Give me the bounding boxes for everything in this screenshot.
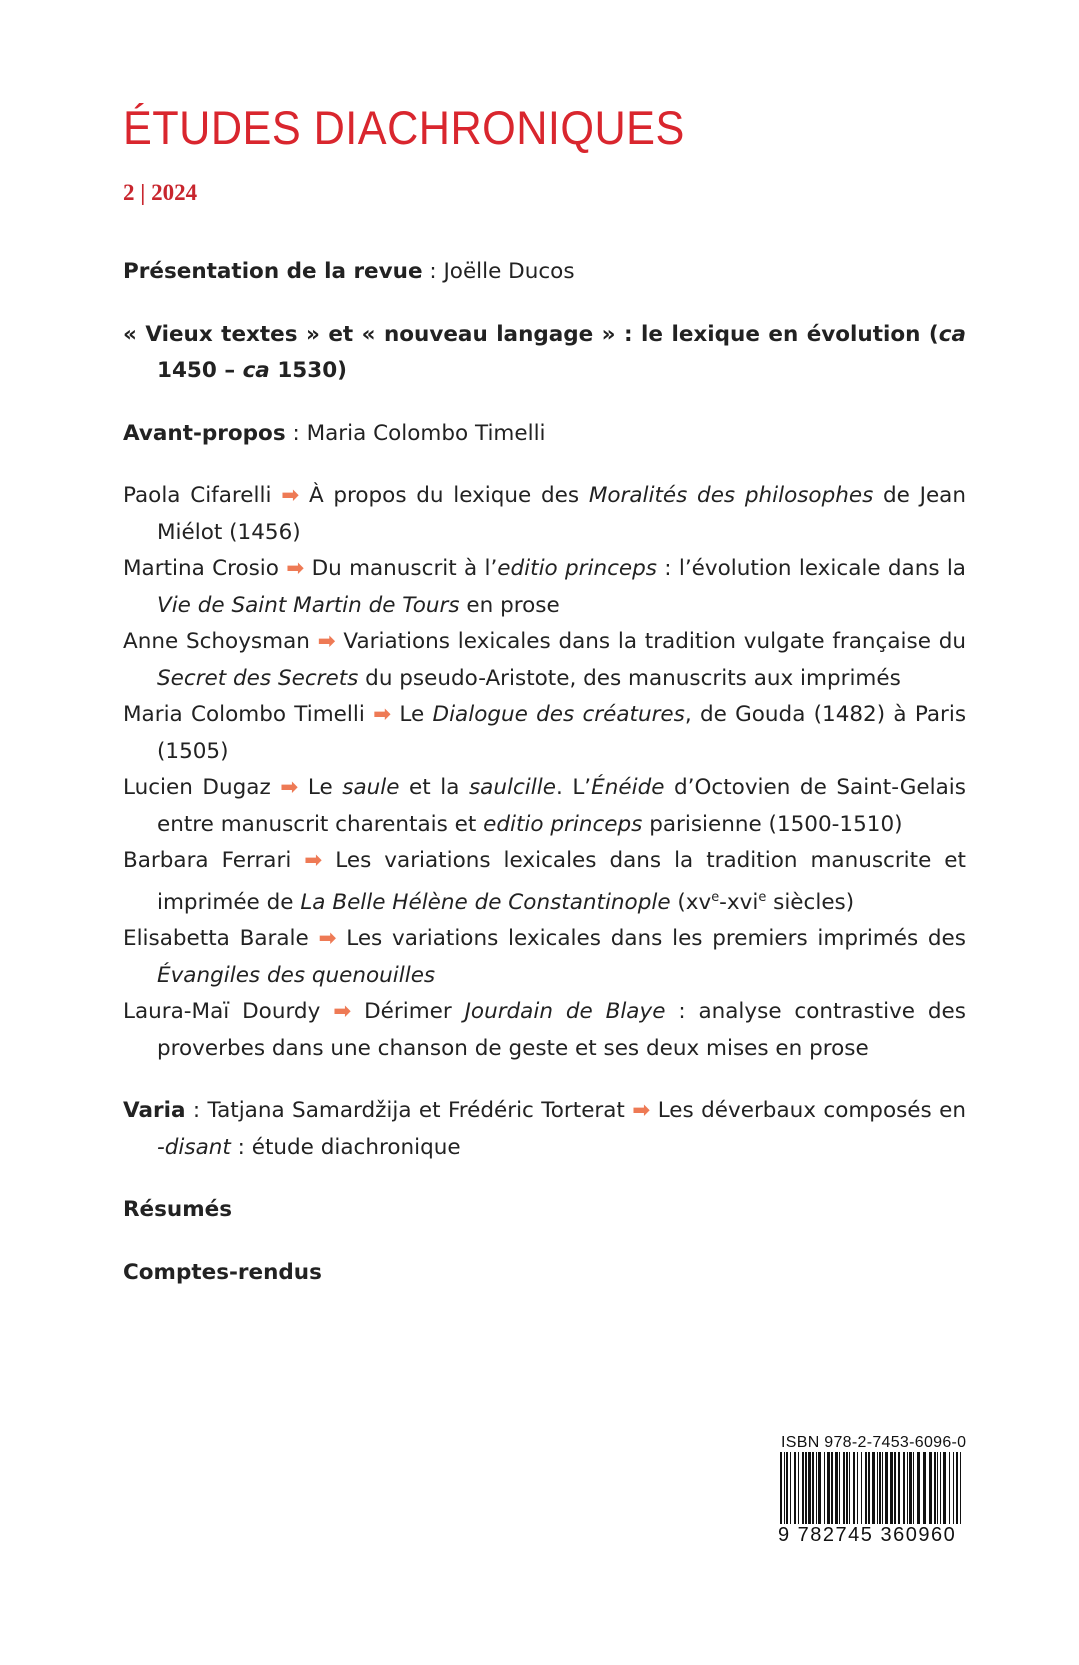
barcode-bar <box>934 1452 936 1524</box>
barcode-bar <box>894 1452 896 1524</box>
article-entry <box>123 478 966 551</box>
isbn-label: ISBN 978-2-7453-6096-0 <box>781 1434 967 1451</box>
journal-title: ÉTUDES DIACHRONIQUES <box>123 101 685 154</box>
article-author: Laura-Maï Dourdy <box>123 999 321 1025</box>
barcode-bar <box>849 1452 850 1524</box>
dossier-title <box>123 317 966 390</box>
barcode-bar <box>827 1452 830 1524</box>
article-title-part: Du manuscrit à l’ <box>311 556 498 581</box>
barcode-bar <box>907 1452 908 1524</box>
barcode-bar <box>877 1452 878 1524</box>
varia-title-end: : étude diachronique <box>230 1134 461 1160</box>
varia-author: Tatjana Samardžija et Frédéric Torterat <box>207 1098 625 1124</box>
barcode-bar <box>816 1452 817 1524</box>
isbn-digits: 9 782745 360960 <box>778 1524 957 1546</box>
presentation-label: Présentation de la revue <box>123 259 423 284</box>
barcode-bar <box>818 1452 821 1524</box>
avant-propos-author: Maria Colombo Timelli <box>306 420 546 446</box>
article-entry <box>123 921 966 994</box>
barcode-bar <box>786 1452 788 1524</box>
arrow-right-icon: ➡ <box>304 848 323 873</box>
article-entry <box>123 697 966 770</box>
barcode-bar <box>835 1452 838 1524</box>
barcode-bar <box>913 1452 914 1524</box>
arrow-right-icon: ➡ <box>286 556 305 581</box>
barcode-bar <box>790 1452 791 1524</box>
barcode-bar <box>885 1452 888 1524</box>
avant-propos-label: Avant-propos <box>123 420 286 446</box>
barcode-bar <box>857 1452 858 1524</box>
barcode-bar <box>861 1452 862 1524</box>
presentation-entry <box>123 254 966 291</box>
arrow-right-icon: ➡ <box>280 775 299 800</box>
article-title-part: Dialogue des créatures <box>432 702 685 727</box>
barcode-bar <box>794 1452 796 1524</box>
article-title-part: -xvi <box>719 889 759 915</box>
article-title-part: Évangiles des quenouilles <box>157 962 436 988</box>
barcode-bar <box>953 1452 954 1524</box>
article-author: Martina Crosio <box>123 556 279 581</box>
barcode-bar <box>868 1452 870 1524</box>
article-entry <box>123 843 966 921</box>
barcode-bar <box>798 1452 799 1524</box>
separator: : <box>422 259 444 284</box>
article-title-part: et la <box>399 775 469 800</box>
article-title-part: d’Octovien de Saint-Gelais entre manuscrit charentais et <box>157 775 966 837</box>
resumes-label: Résumés <box>123 1197 233 1223</box>
barcode-bar <box>872 1452 875 1524</box>
comptes-rendus-entry <box>123 1255 966 1292</box>
article-title-part: . L’ <box>555 775 592 800</box>
arrow-right-icon: ➡ <box>373 702 392 727</box>
article-author: Barbara Ferrari <box>123 848 292 873</box>
barcode-bar <box>812 1452 814 1524</box>
article-title-part: saulcille <box>468 775 556 800</box>
barcode-bar <box>956 1452 958 1524</box>
barcode-bar <box>846 1452 848 1524</box>
varia-title-italic: -disant <box>157 1134 231 1160</box>
article-title-part: Jourdain de Blaye <box>464 999 666 1025</box>
resumes-entry <box>123 1192 966 1229</box>
barcode-bar <box>802 1452 804 1524</box>
arrow-right-icon: ➡ <box>281 483 300 508</box>
barcode-bar <box>940 1452 941 1524</box>
article-title-part: À propos du lexique des <box>308 483 589 508</box>
article-title-part: editio princeps <box>497 556 657 581</box>
arrow-right-icon: ➡ <box>333 999 352 1025</box>
article-author: Elisabetta Barale <box>123 926 309 952</box>
arrow-right-icon: ➡ <box>632 1098 651 1124</box>
barcode-bar <box>929 1452 932 1524</box>
varia-label: Varia <box>123 1098 186 1124</box>
article-title-part: Le <box>307 775 343 800</box>
isbn-barcode <box>778 1434 968 1547</box>
article-entry <box>123 770 966 843</box>
article-author: Maria Colombo Timelli <box>123 702 365 727</box>
barcode-bar <box>890 1452 893 1524</box>
barcode-bar <box>903 1452 905 1524</box>
barcode-bar <box>865 1452 867 1524</box>
separator: : <box>285 420 307 446</box>
separator: : <box>185 1098 208 1124</box>
article-title-part: de Jean Miélot (1456) <box>157 483 966 545</box>
article-list <box>123 478 966 1067</box>
article-title-part: Énéide <box>591 775 665 800</box>
article-author: Lucien Dugaz <box>123 775 271 800</box>
barcode-bar <box>831 1452 833 1524</box>
article-entry <box>123 624 966 697</box>
article-entry <box>123 994 966 1067</box>
article-title-part: e <box>711 889 720 905</box>
dossier-ca: ca <box>938 321 966 347</box>
barcode-bar <box>937 1452 938 1524</box>
barcode-bar <box>780 1452 782 1524</box>
article-title-part: Variations lexicales dans la tradition vulgate française du <box>343 629 966 654</box>
article-author: Paola Cifarelli <box>123 483 272 508</box>
barcode-bar <box>898 1452 900 1524</box>
arrow-right-icon: ➡ <box>318 926 337 952</box>
barcode-bar <box>824 1452 825 1524</box>
article-title-part: Les variations lexicales dans la tradition manuscrite et imprimée de <box>157 848 966 915</box>
article-title-part: en prose <box>459 592 560 618</box>
article-title-part: du pseudo-Aristote, des manuscrits aux imprimés <box>358 665 901 691</box>
article-title-part: editio princeps <box>483 811 643 837</box>
article-title-part: (xv <box>670 889 712 915</box>
article-title-part: Le <box>399 702 433 727</box>
comptes-rendus-label: Comptes-rendus <box>123 1259 322 1285</box>
barcode-bar <box>917 1452 920 1524</box>
barcode-bar <box>784 1452 785 1524</box>
barcode-bar <box>943 1452 946 1524</box>
article-title-part: Dérimer <box>364 999 465 1025</box>
table-of-contents <box>123 254 966 1291</box>
article-title-part: saule <box>342 775 400 800</box>
article-title-part: Moralités des philosophes <box>588 483 874 508</box>
varia-title: Les déverbaux composés en <box>657 1098 966 1124</box>
barcode-bar <box>808 1452 811 1524</box>
dossier-title-text: « Vieux textes » et « nouveau langage » : le lexique en évolution ( <box>123 321 939 347</box>
article-title-part: : analyse contrastive des proverbes dans une chanson de geste et ses deux mises en prose <box>157 999 966 1061</box>
dossier-end: 1530) <box>269 358 347 383</box>
barcode-bar <box>805 1452 807 1524</box>
barcode-bar <box>960 1452 961 1524</box>
barcode-bar <box>839 1452 840 1524</box>
barcode-bar <box>909 1452 912 1524</box>
issue-number: 2 | 2024 <box>123 180 198 205</box>
arrow-right-icon: ➡ <box>317 629 336 654</box>
barcode-bar <box>843 1452 845 1524</box>
dossier-ca: ca <box>242 358 270 383</box>
barcode-bar <box>882 1452 883 1524</box>
avant-propos-entry <box>123 416 966 453</box>
article-title-part: : l’évolution lexicale dans la <box>657 556 966 581</box>
article-title-part: siècles) <box>766 889 855 915</box>
barcode-bars <box>778 1452 968 1524</box>
article-title-part: , de Gouda (1482) à Paris (1505) <box>157 702 967 764</box>
article-title-part: Vie de Saint Martin de Tours <box>157 592 460 618</box>
varia-entry <box>123 1093 966 1166</box>
article-title-part: parisienne (1500-1510) <box>642 811 903 837</box>
article-author: Anne Schoysman <box>123 629 310 654</box>
article-title-part: Les variations lexicales dans les premiers imprimés des <box>346 926 966 952</box>
article-title-part: e <box>758 889 767 905</box>
article-entry <box>123 551 966 624</box>
article-title-part: La Belle Hélène de Constantinople <box>300 889 671 915</box>
barcode-bar <box>879 1452 881 1524</box>
barcode-bar <box>923 1452 926 1524</box>
dossier-mid: 1450 – <box>157 358 243 383</box>
barcode-bar <box>949 1452 950 1524</box>
article-title-part: Secret des Secrets <box>157 665 359 691</box>
barcode-bar <box>853 1452 855 1524</box>
presentation-author: Joëlle Ducos <box>443 259 575 284</box>
